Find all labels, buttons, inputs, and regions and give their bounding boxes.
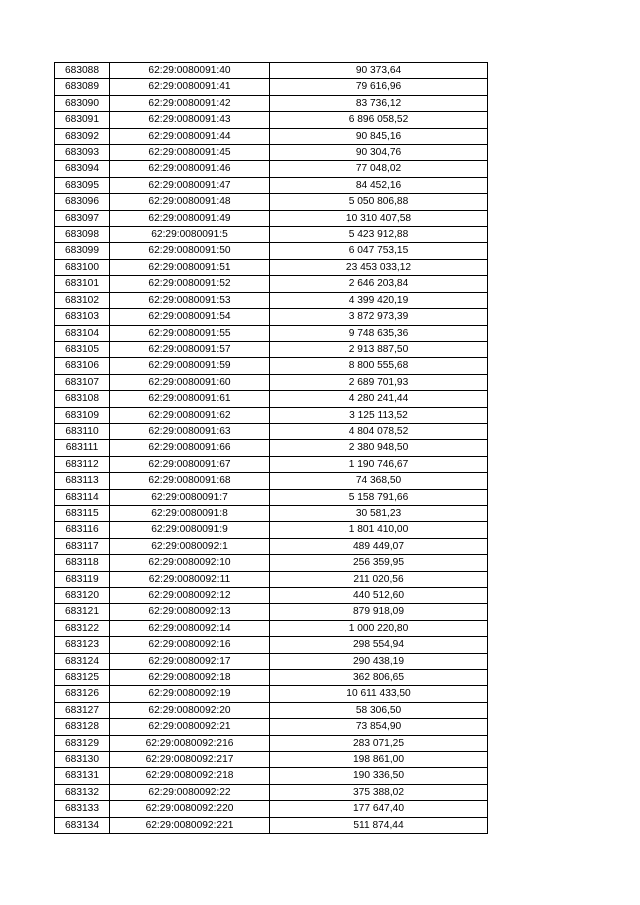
cadastral-value-cell: 10 611 433,50 bbox=[270, 686, 488, 702]
cadastral-number-cell: 62:29:0080092:22 bbox=[110, 784, 270, 800]
table-row bbox=[55, 276, 488, 292]
cadastral-number-cell: 62:29:0080091:42 bbox=[110, 95, 270, 111]
table-row bbox=[55, 522, 488, 538]
cadastral-value-cell: 283 071,25 bbox=[270, 735, 488, 751]
row-id-cell: 683094 bbox=[55, 161, 110, 177]
cadastral-value-cell: 9 748 635,36 bbox=[270, 325, 488, 341]
table-row bbox=[55, 309, 488, 325]
table-row bbox=[55, 702, 488, 718]
row-id-cell: 683104 bbox=[55, 325, 110, 341]
cadastral-value-table bbox=[54, 62, 488, 834]
cadastral-value-cell: 58 306,50 bbox=[270, 702, 488, 718]
cadastral-number-cell: 62:29:0080092:11 bbox=[110, 571, 270, 587]
cadastral-value-cell: 79 616,96 bbox=[270, 79, 488, 95]
table-row bbox=[55, 505, 488, 521]
cadastral-value-cell: 30 581,23 bbox=[270, 505, 488, 521]
table-row bbox=[55, 784, 488, 800]
table-row bbox=[55, 63, 488, 79]
cadastral-value-cell: 10 310 407,58 bbox=[270, 210, 488, 226]
row-id-cell: 683114 bbox=[55, 489, 110, 505]
row-id-cell: 683095 bbox=[55, 177, 110, 193]
cadastral-value-cell: 375 388,02 bbox=[270, 784, 488, 800]
table-row bbox=[55, 292, 488, 308]
table-row bbox=[55, 243, 488, 259]
table-row bbox=[55, 555, 488, 571]
row-id-cell: 683090 bbox=[55, 95, 110, 111]
cadastral-number-cell: 62:29:0080091:44 bbox=[110, 128, 270, 144]
cadastral-value-cell: 190 336,50 bbox=[270, 768, 488, 784]
cadastral-number-cell: 62:29:0080091:59 bbox=[110, 358, 270, 374]
table-row bbox=[55, 686, 488, 702]
cadastral-number-cell: 62:29:0080092:218 bbox=[110, 768, 270, 784]
cadastral-value-cell: 198 861,00 bbox=[270, 752, 488, 768]
row-id-cell: 683109 bbox=[55, 407, 110, 423]
row-id-cell: 683098 bbox=[55, 227, 110, 243]
row-id-cell: 683117 bbox=[55, 538, 110, 554]
table-row bbox=[55, 456, 488, 472]
table-body bbox=[55, 63, 488, 834]
row-id-cell: 683093 bbox=[55, 145, 110, 161]
row-id-cell: 683113 bbox=[55, 473, 110, 489]
row-id-cell: 683091 bbox=[55, 112, 110, 128]
row-id-cell: 683092 bbox=[55, 128, 110, 144]
cadastral-number-cell: 62:29:0080091:43 bbox=[110, 112, 270, 128]
cadastral-value-cell: 90 373,64 bbox=[270, 63, 488, 79]
cadastral-number-cell: 62:29:0080092:217 bbox=[110, 752, 270, 768]
row-id-cell: 683105 bbox=[55, 341, 110, 357]
table-row bbox=[55, 325, 488, 341]
row-id-cell: 683120 bbox=[55, 588, 110, 604]
cadastral-value-cell: 90 845,16 bbox=[270, 128, 488, 144]
cadastral-number-cell: 62:29:0080091:7 bbox=[110, 489, 270, 505]
table-row bbox=[55, 489, 488, 505]
table-row bbox=[55, 161, 488, 177]
table-row bbox=[55, 801, 488, 817]
cadastral-value-cell: 1 000 220,80 bbox=[270, 620, 488, 636]
cadastral-value-cell: 298 554,94 bbox=[270, 637, 488, 653]
table-row bbox=[55, 752, 488, 768]
row-id-cell: 683100 bbox=[55, 259, 110, 275]
row-id-cell: 683112 bbox=[55, 456, 110, 472]
cadastral-number-cell: 62:29:0080091:9 bbox=[110, 522, 270, 538]
cadastral-value-cell: 4 399 420,19 bbox=[270, 292, 488, 308]
table-row bbox=[55, 423, 488, 439]
row-id-cell: 683128 bbox=[55, 719, 110, 735]
row-id-cell: 683127 bbox=[55, 702, 110, 718]
cadastral-number-cell: 62:29:0080092:10 bbox=[110, 555, 270, 571]
cadastral-value-cell: 2 646 203,84 bbox=[270, 276, 488, 292]
cadastral-number-cell: 62:29:0080092:17 bbox=[110, 653, 270, 669]
cadastral-value-cell: 73 854,90 bbox=[270, 719, 488, 735]
cadastral-value-cell: 489 449,07 bbox=[270, 538, 488, 554]
row-id-cell: 683102 bbox=[55, 292, 110, 308]
table-row bbox=[55, 341, 488, 357]
table-row bbox=[55, 538, 488, 554]
table-row bbox=[55, 604, 488, 620]
cadastral-value-cell: 4 280 241,44 bbox=[270, 391, 488, 407]
cadastral-value-cell: 3 872 973,39 bbox=[270, 309, 488, 325]
table-row bbox=[55, 407, 488, 423]
row-id-cell: 683121 bbox=[55, 604, 110, 620]
row-id-cell: 683129 bbox=[55, 735, 110, 751]
cadastral-value-cell: 5 158 791,66 bbox=[270, 489, 488, 505]
row-id-cell: 683099 bbox=[55, 243, 110, 259]
row-id-cell: 683106 bbox=[55, 358, 110, 374]
cadastral-number-cell: 62:29:0080091:57 bbox=[110, 341, 270, 357]
cadastral-value-cell: 23 453 033,12 bbox=[270, 259, 488, 275]
row-id-cell: 683131 bbox=[55, 768, 110, 784]
cadastral-number-cell: 62:29:0080091:40 bbox=[110, 63, 270, 79]
cadastral-number-cell: 62:29:0080092:221 bbox=[110, 817, 270, 833]
cadastral-value-cell: 5 050 806,88 bbox=[270, 194, 488, 210]
table-row bbox=[55, 588, 488, 604]
cadastral-number-cell: 62:29:0080091:48 bbox=[110, 194, 270, 210]
row-id-cell: 683119 bbox=[55, 571, 110, 587]
cadastral-value-cell: 4 804 078,52 bbox=[270, 423, 488, 439]
cadastral-value-cell: 290 438,19 bbox=[270, 653, 488, 669]
table-row bbox=[55, 670, 488, 686]
table-row bbox=[55, 145, 488, 161]
row-id-cell: 683130 bbox=[55, 752, 110, 768]
table-row bbox=[55, 719, 488, 735]
cadastral-number-cell: 62:29:0080092:14 bbox=[110, 620, 270, 636]
row-id-cell: 683108 bbox=[55, 391, 110, 407]
cadastral-number-cell: 62:29:0080091:62 bbox=[110, 407, 270, 423]
cadastral-value-cell: 211 020,56 bbox=[270, 571, 488, 587]
cadastral-number-cell: 62:29:0080092:220 bbox=[110, 801, 270, 817]
row-id-cell: 683110 bbox=[55, 423, 110, 439]
cadastral-value-cell: 5 423 912,88 bbox=[270, 227, 488, 243]
cadastral-value-cell: 6 047 753,15 bbox=[270, 243, 488, 259]
row-id-cell: 683097 bbox=[55, 210, 110, 226]
table-row bbox=[55, 210, 488, 226]
cadastral-value-cell: 2 380 948,50 bbox=[270, 440, 488, 456]
table-row bbox=[55, 391, 488, 407]
cadastral-value-cell: 83 736,12 bbox=[270, 95, 488, 111]
row-id-cell: 683103 bbox=[55, 309, 110, 325]
row-id-cell: 683107 bbox=[55, 374, 110, 390]
cadastral-number-cell: 62:29:0080091:53 bbox=[110, 292, 270, 308]
cadastral-value-cell: 2 913 887,50 bbox=[270, 341, 488, 357]
row-id-cell: 683088 bbox=[55, 63, 110, 79]
table-row bbox=[55, 112, 488, 128]
cadastral-value-cell: 84 452,16 bbox=[270, 177, 488, 193]
cadastral-number-cell: 62:29:0080091:68 bbox=[110, 473, 270, 489]
cadastral-number-cell: 62:29:0080092:21 bbox=[110, 719, 270, 735]
cadastral-value-cell: 74 368,50 bbox=[270, 473, 488, 489]
table-row bbox=[55, 817, 488, 833]
cadastral-value-cell: 440 512,60 bbox=[270, 588, 488, 604]
cadastral-number-cell: 62:29:0080091:49 bbox=[110, 210, 270, 226]
cadastral-number-cell: 62:29:0080091:61 bbox=[110, 391, 270, 407]
cadastral-number-cell: 62:29:0080092:12 bbox=[110, 588, 270, 604]
table-row bbox=[55, 358, 488, 374]
table-row bbox=[55, 95, 488, 111]
table-row bbox=[55, 735, 488, 751]
cadastral-value-cell: 1 801 410,00 bbox=[270, 522, 488, 538]
row-id-cell: 683122 bbox=[55, 620, 110, 636]
cadastral-number-cell: 62:29:0080091:54 bbox=[110, 309, 270, 325]
table-row bbox=[55, 473, 488, 489]
table-row bbox=[55, 637, 488, 653]
cadastral-number-cell: 62:29:0080091:41 bbox=[110, 79, 270, 95]
row-id-cell: 683096 bbox=[55, 194, 110, 210]
cadastral-value-cell: 6 896 058,52 bbox=[270, 112, 488, 128]
row-id-cell: 683116 bbox=[55, 522, 110, 538]
cadastral-number-cell: 62:29:0080091:67 bbox=[110, 456, 270, 472]
cadastral-value-cell: 511 874,44 bbox=[270, 817, 488, 833]
table-row bbox=[55, 440, 488, 456]
cadastral-number-cell: 62:29:0080091:55 bbox=[110, 325, 270, 341]
cadastral-number-cell: 62:29:0080091:46 bbox=[110, 161, 270, 177]
row-id-cell: 683089 bbox=[55, 79, 110, 95]
cadastral-value-cell: 177 647,40 bbox=[270, 801, 488, 817]
cadastral-number-cell: 62:29:0080091:47 bbox=[110, 177, 270, 193]
cadastral-number-cell: 62:29:0080091:45 bbox=[110, 145, 270, 161]
cadastral-value-cell: 90 304,76 bbox=[270, 145, 488, 161]
cadastral-value-cell: 3 125 113,52 bbox=[270, 407, 488, 423]
table-row bbox=[55, 177, 488, 193]
cadastral-value-cell: 8 800 555,68 bbox=[270, 358, 488, 374]
cadastral-number-cell: 62:29:0080092:1 bbox=[110, 538, 270, 554]
cadastral-number-cell: 62:29:0080091:8 bbox=[110, 505, 270, 521]
cadastral-value-cell: 2 689 701,93 bbox=[270, 374, 488, 390]
cadastral-value-cell: 362 806,65 bbox=[270, 670, 488, 686]
cadastral-value-cell: 77 048,02 bbox=[270, 161, 488, 177]
cadastral-number-cell: 62:29:0080092:18 bbox=[110, 670, 270, 686]
table-row bbox=[55, 620, 488, 636]
table-row bbox=[55, 194, 488, 210]
row-id-cell: 683115 bbox=[55, 505, 110, 521]
row-id-cell: 683126 bbox=[55, 686, 110, 702]
cadastral-number-cell: 62:29:0080091:63 bbox=[110, 423, 270, 439]
cadastral-number-cell: 62:29:0080092:20 bbox=[110, 702, 270, 718]
table-row bbox=[55, 79, 488, 95]
row-id-cell: 683134 bbox=[55, 817, 110, 833]
cadastral-number-cell: 62:29:0080092:19 bbox=[110, 686, 270, 702]
cadastral-number-cell: 62:29:0080092:16 bbox=[110, 637, 270, 653]
cadastral-number-cell: 62:29:0080091:52 bbox=[110, 276, 270, 292]
row-id-cell: 683123 bbox=[55, 637, 110, 653]
cadastral-number-cell: 62:29:0080091:50 bbox=[110, 243, 270, 259]
cadastral-number-cell: 62:29:0080091:5 bbox=[110, 227, 270, 243]
row-id-cell: 683132 bbox=[55, 784, 110, 800]
table-row bbox=[55, 128, 488, 144]
row-id-cell: 683124 bbox=[55, 653, 110, 669]
row-id-cell: 683118 bbox=[55, 555, 110, 571]
table-row bbox=[55, 259, 488, 275]
cadastral-number-cell: 62:29:0080091:51 bbox=[110, 259, 270, 275]
row-id-cell: 683111 bbox=[55, 440, 110, 456]
table-row bbox=[55, 374, 488, 390]
cadastral-number-cell: 62:29:0080091:66 bbox=[110, 440, 270, 456]
table-row bbox=[55, 227, 488, 243]
cadastral-number-cell: 62:29:0080092:13 bbox=[110, 604, 270, 620]
table-row bbox=[55, 653, 488, 669]
row-id-cell: 683101 bbox=[55, 276, 110, 292]
cadastral-value-cell: 1 190 746,67 bbox=[270, 456, 488, 472]
cadastral-number-cell: 62:29:0080091:60 bbox=[110, 374, 270, 390]
row-id-cell: 683133 bbox=[55, 801, 110, 817]
cadastral-value-cell: 256 359,95 bbox=[270, 555, 488, 571]
table-row bbox=[55, 571, 488, 587]
table-row bbox=[55, 768, 488, 784]
cadastral-number-cell: 62:29:0080092:216 bbox=[110, 735, 270, 751]
row-id-cell: 683125 bbox=[55, 670, 110, 686]
cadastral-value-cell: 879 918,09 bbox=[270, 604, 488, 620]
